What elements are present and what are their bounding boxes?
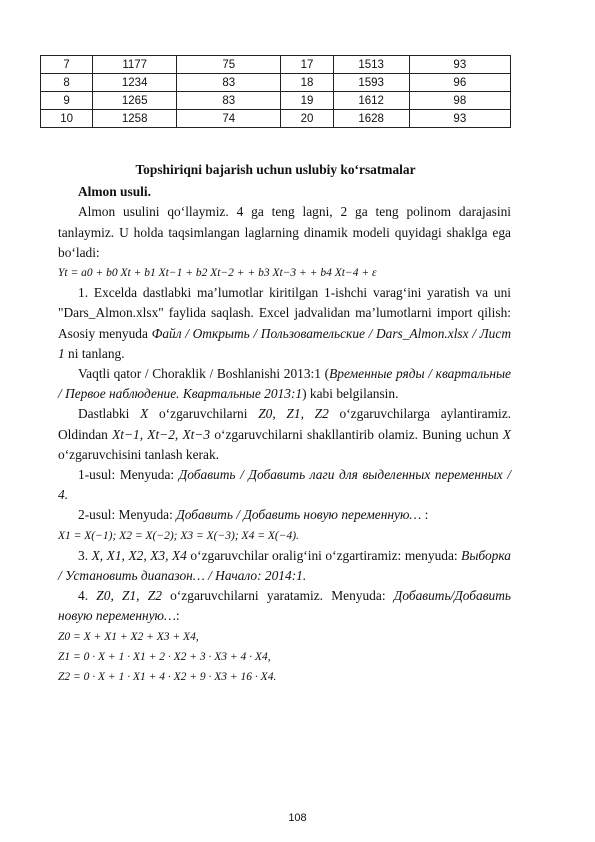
paragraph-step3: 3. X, X1, X2, X3, X4 o‘zgaruvchilar oralig‘ini o‘zgartiramiz: menyuda: Выборка / Установить диапазон… / Начало: 2014:1. [58,547,511,584]
table-row [41,74,511,92]
paragraph-timeseries [58,364,511,404]
step4-menu-path: Добавить/Добавить новую переменную… [58,588,511,624]
table-cell: 8 [41,74,93,92]
table-cell: 1513 [333,56,409,74]
equation-z2: Z2 = 0 · X + 1 · X1 + 4 · X2 + 9 · X3 + 16 · X4. [58,671,277,684]
vars-z: Z0, Z1, Z2 [258,406,329,422]
step3-menu-path: Выборка / Установить диапазон… / Начало: 2014:1. [58,547,511,584]
table-cell: 93 [409,110,510,128]
table-cell: 19 [281,92,333,110]
method-subheading: Almon usuli. [78,184,151,200]
section-heading: Topshiriqni bajarish uchun uslubiy ko‘rsatmalar [135,162,416,177]
table-cell: 18 [281,74,333,92]
paragraph-method2: 2-usul: Menyuda: Добавить / Добавить новую переменную… : [78,507,429,523]
equation-lags: X1 = X(−1); X2 = X(−2); X3 = X(−3); X4 = X(−4). [58,529,299,542]
var-x: X [140,406,149,422]
table-cell: 1593 [333,74,409,92]
table-cell: 83 [177,74,281,92]
paragraph-method1: 1-usul: Menyuda: Добавить / Добавить лаги для выделенных переменных / 4. [58,467,512,503]
table-cell: 75 [177,56,281,74]
table-row [41,56,511,74]
table-cell: 83 [177,92,281,110]
table-cell: 1265 [93,92,177,110]
table-cell: 1258 [93,110,177,128]
equation-model: Yt = a0 + b0 Xt + b1 Xt−1 + b2 Xt−2 + + b3 Xt−3 + + b4 Xt−4 + ε [58,267,377,280]
data-table [40,55,511,128]
table-cell: 74 [177,110,281,128]
timeseries-end: ) kabi belgilansin. [302,386,399,402]
method2-menu-path: Добавить / Добавить новую переменную… [176,507,422,523]
method1-menu-path: Добавить / Добавить лаги для выделенных переменных / 4. [58,467,512,503]
table-cell: 1628 [333,110,409,128]
step1-end: ni tanlang. [64,345,125,361]
var-x-2: X [502,426,511,442]
table-cell: 96 [409,74,510,92]
page-number: 108 [288,812,307,824]
vars-x-lags: Xt−1, Xt−2, Xt−3 [112,426,211,442]
equation-z1: Z1 = 0 · X + 1 · X1 + 2 · X2 + 3 · X3 + 4 · X4, [58,650,271,663]
paragraph-variables: Dastlabki X o‘zgaruvchilarni Z0, Z1, Z2 o‘zgaruvchilarga aylantiramiz. Oldindan Xt−1, Xt−2, Xt−3 o‘zgaruvchilarni shakllantirib olamiz. Buning uchun X o‘zgaruvchisini tanlash kerak. [58,406,511,462]
table-cell: 98 [409,92,510,110]
table-cell: 1177 [93,56,177,74]
table-cell: 93 [409,56,510,74]
step1-text: 1. Excelda dastlabki ma’lumotlar kiritilgan 1-ishchi varag‘ini yaratish va uni "Dars_Almon.xlsx" faylida saqlash. Excel jadvalidan ma’lumotlarni import qilish: Asosiy menyuda [58,285,511,341]
table-cell: 20 [281,110,333,128]
timeseries-menu-path: Временные ряды / квартальные / Первое наблюдение. Квартальные 2013:1 [58,366,512,402]
table-cell: 1612 [333,92,409,110]
paragraph-step4: 4. Z0, Z1, Z2 o‘zgaruvchilarni yaratamiz. Menyuda: Добавить/Добавить новую переменную…: [58,588,511,624]
step1-menu-path: Файл / Открыть / Пользовательские / Dars_Almon.xlsx / Лист 1 [58,325,511,361]
paragraph-step1 [58,283,511,364]
step3-vars: X, X1, X2, X3, X4 [91,547,187,563]
step4-vars: Z0, Z1, Z2 [96,588,162,604]
body-text [58,160,511,687]
table-cell: 17 [281,56,333,74]
equation-z0: Z0 = X + X1 + X2 + X3 + X4, [58,630,199,643]
table-cell: 7 [41,56,93,74]
timeseries-text: Vaqtli qator / Choraklik / Boshlanishi 2013:1 ( [78,366,330,382]
table-cell: 1234 [93,74,177,92]
table-row [41,110,511,128]
paragraph-intro: Almon usulini qo‘llaymiz. 4 ga teng lagni, 2 ga teng polinom darajasini tanlaymiz. U holda taqsimlangan laglarning dinamik modeli quyidagi shaklga ega bo‘ladi: [58,204,511,260]
table-cell: 9 [41,92,93,110]
table-cell: 10 [41,110,93,128]
table-row [41,92,511,110]
